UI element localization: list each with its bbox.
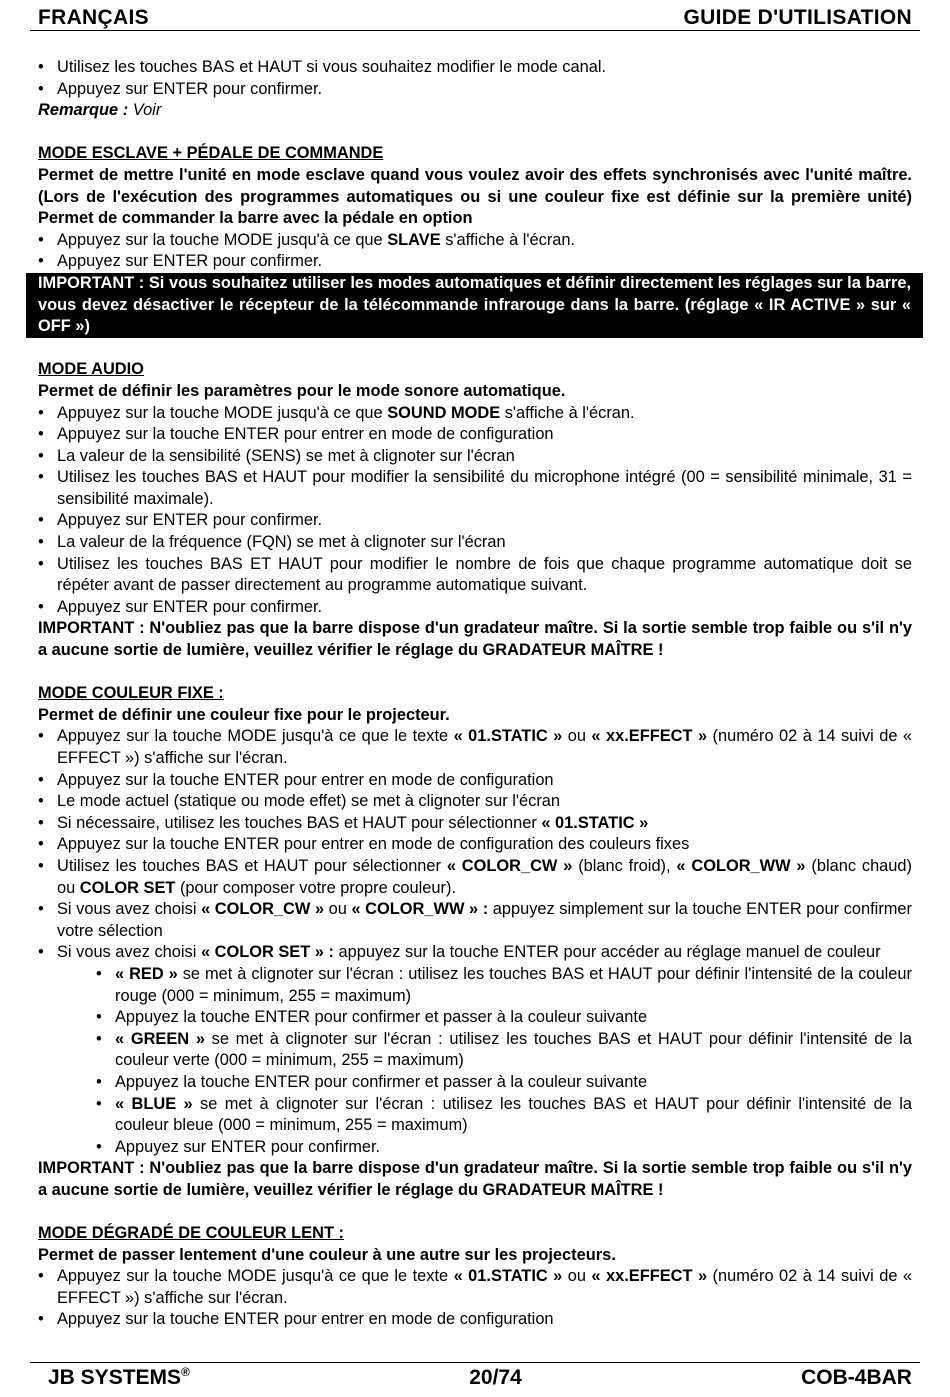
- sub-list-item: • Appuyez la touche ENTER pour confirmer et passer à la couleur suivante: [96, 1072, 912, 1094]
- list-item: • Appuyez sur ENTER pour confirmer.: [38, 251, 912, 273]
- footer-model: COB-4BAR: [801, 1366, 912, 1389]
- section-description-slave: Permet de mettre l'unité en mode esclave quand vous voulez avoir des effets synchronisés avec l'unité maître. (Lors de l'exécution des programmes automatiques ou si une couleur fixe est définie sur la première unité) Permet de commander la barre avec la pédale en option: [38, 165, 912, 228]
- section-title-audio: MODE AUDIO: [38, 360, 144, 379]
- list-item: • Appuyez sur ENTER pour confirmer.: [38, 597, 912, 619]
- remark: [38, 100, 912, 122]
- footer-divider: [30, 1362, 920, 1363]
- sub-list-item: • « RED » se met à clignoter sur l'écran : utilisez les touches BAS et HAUT pour définir l'intensité de la couleur rouge (000 = minimum, 255 = maximum): [96, 964, 912, 1007]
- important-notice: IMPORTANT : N'oubliez pas que la barre dispose d'un gradateur maître. Si la sortie semble trop faible ou s'il n'y a aucune sortie de lumière, veuillez vérifier le réglage du GRADATEUR MAÎTRE !: [38, 1159, 912, 1199]
- section-description-slow-fade: Permet de passer lentement d'une couleur à une autre sur les projecteurs.: [38, 1245, 616, 1264]
- list-item: • Utilisez les touches BAS et HAUT pour sélectionner « COLOR_CW » (blanc froid), « COLOR_WW » (blanc chaud) ou COLOR SET (pour composer votre propre couleur).: [38, 856, 912, 899]
- list-item: • Appuyez sur la touche MODE jusqu'à ce que SOUND MODE s'affiche à l'écran.: [38, 403, 912, 425]
- intro-list: [38, 57, 912, 100]
- list-item: • Appuyez sur la touche MODE jusqu'à ce que le texte « 01.STATIC » ou « xx.EFFECT » (numéro 02 à 14 suivi de « EFFECT ») s'affiche sur l'écran.: [38, 726, 912, 769]
- list-item: • Appuyez sur la touche MODE jusqu'à ce que le texte « 01.STATIC » ou « xx.EFFECT » (numéro 02 à 14 suivi de « EFFECT ») s'affiche sur l'écran.: [38, 1266, 912, 1309]
- audio-list: [38, 403, 912, 619]
- important-notice-box: IMPORTANT : Si vous souhaitez utiliser les modes automatiques et définir directement les réglages sur la barre, vous devez désactiver le récepteur de la télécommande infrarouge dans la barre. (réglage « IR ACTIVE » sur « OFF »): [26, 273, 923, 338]
- important-notice: IMPORTANT : N'oubliez pas que la barre dispose d'un gradateur maître. Si la sortie semble trop faible ou s'il n'y a aucune sortie de lumière, veuillez vérifier le réglage du GRADATEUR MAÎTRE !: [38, 619, 912, 660]
- footer-page-number: 20/74: [469, 1366, 522, 1389]
- list-item: • Appuyez sur la touche MODE jusqu'à ce que SLAVE s'affiche à l'écran.: [38, 230, 912, 252]
- list-item: • Appuyez sur ENTER pour confirmer.: [38, 510, 912, 532]
- slow-fade-list: [38, 1266, 912, 1331]
- color-set-sublist: [96, 964, 912, 1158]
- sub-list-item: • « BLUE » se met à clignoter sur l'écran : utilisez les touches BAS et HAUT pour définir l'intensité de la couleur bleue (000 = minimum, 255 = maximum): [96, 1094, 912, 1137]
- section-description-audio: Permet de définir les paramètres pour le mode sonore automatique.: [38, 381, 566, 400]
- list-item: • Appuyez sur la touche ENTER pour entrer en mode de configuration des couleurs fixes: [38, 834, 912, 856]
- list-item: • Le mode actuel (statique ou mode effet) se met à clignoter sur l'écran: [38, 791, 912, 813]
- remark-label: Remarque :: [38, 101, 129, 120]
- list-item: • Si vous avez choisi « COLOR_CW » ou « COLOR_WW » : appuyez simplement sur la touche ENTER pour confirmer votre sélection: [38, 899, 912, 942]
- remark-text: Voir: [128, 101, 162, 120]
- section-title-slave: MODE ESCLAVE + PÉDALE DE COMMANDE: [38, 144, 384, 163]
- list-item: • Utilisez les touches BAS ET HAUT pour modifier le nombre de fois que chaque programme automatique doit se répéter avant de passer directement au programme automatique suivant.: [38, 554, 912, 597]
- sub-list-item: • « GREEN » se met à clignoter sur l'écran : utilisez les touches BAS et HAUT pour définir l'intensité de la couleur verte (000 = minimum, 255 = maximum): [96, 1029, 912, 1072]
- list-item: • Appuyez sur la touche ENTER pour entrer en mode de configuration: [38, 424, 912, 446]
- slave-list: [38, 230, 912, 273]
- sub-list-item: • Appuyez sur ENTER pour confirmer.: [96, 1137, 912, 1159]
- section-description-fixed-color: Permet de définir une couleur fixe pour le projecteur.: [38, 705, 450, 724]
- section-title-fixed-color: MODE COULEUR FIXE :: [38, 684, 224, 703]
- list-item: • La valeur de la sensibilité (SENS) se met à clignoter sur l'écran: [38, 446, 912, 468]
- list-item: • Utilisez les touches BAS et HAUT pour modifier la sensibilité du microphone intégré (00 = sensibilité minimale, 31 = sensibilité maximale).: [38, 467, 912, 510]
- list-item: • Si nécessaire, utilisez les touches BAS et HAUT pour sélectionner « 01.STATIC »: [38, 813, 912, 835]
- header-guide-title: GUIDE D'UTILISATION: [683, 6, 912, 29]
- page-content: [38, 57, 912, 1331]
- list-item: • Appuyez sur ENTER pour confirmer.: [38, 79, 912, 101]
- footer-brand: JB SYSTEMS®: [48, 1365, 190, 1389]
- fixed-color-list: [38, 726, 912, 964]
- list-item: • Appuyez sur la touche ENTER pour entrer en mode de configuration: [38, 1309, 912, 1331]
- section-title-slow-fade: MODE DÉGRADÉ DE COULEUR LENT :: [38, 1224, 344, 1243]
- page-footer: [48, 1366, 912, 1390]
- list-item: • Si vous avez choisi « COLOR SET » : appuyez sur la touche ENTER pour accéder au réglage manuel de couleur: [38, 942, 912, 964]
- list-item: • Appuyez sur la touche ENTER pour entrer en mode de configuration: [38, 770, 912, 792]
- page-header: [38, 2, 912, 30]
- list-item: • Utilisez les touches BAS et HAUT si vous souhaitez modifier le mode canal.: [38, 57, 912, 79]
- header-divider: [30, 30, 920, 31]
- list-item: • La valeur de la fréquence (FQN) se met à clignoter sur l'écran: [38, 532, 912, 554]
- header-language: FRANÇAIS: [38, 6, 149, 29]
- sub-list-item: • Appuyez la touche ENTER pour confirmer et passer à la couleur suivante: [96, 1007, 912, 1029]
